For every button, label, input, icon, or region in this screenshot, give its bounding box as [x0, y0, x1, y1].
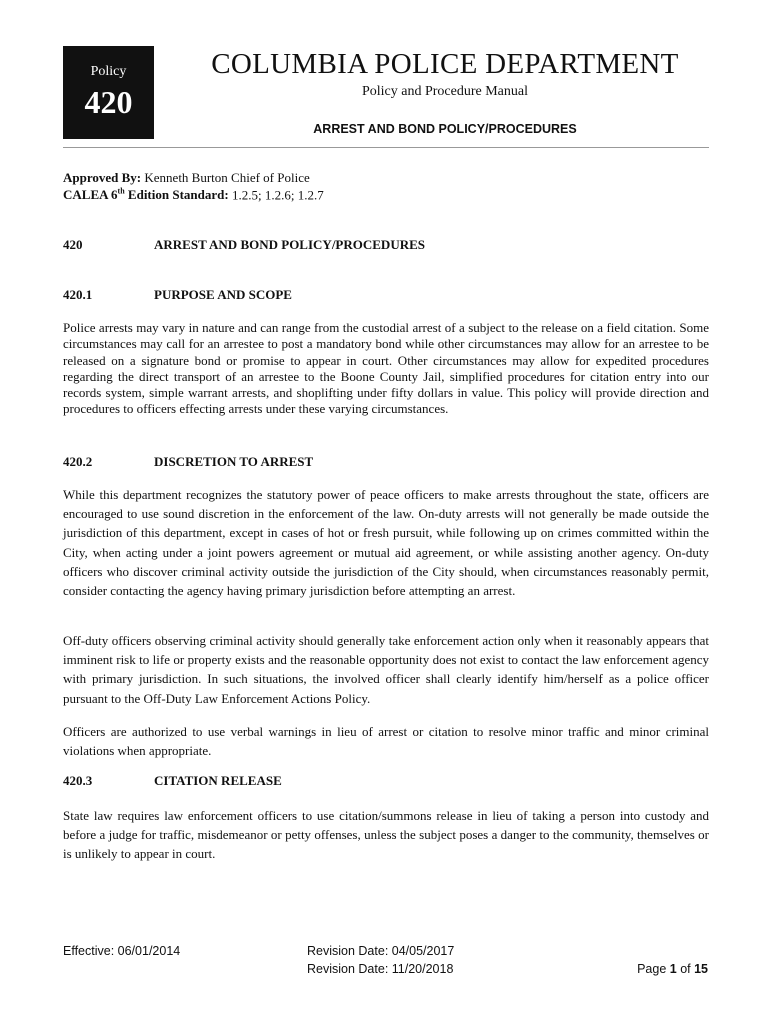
purpose-paragraph: Police arrests may vary in nature and can range from the custodial arrest of a subject to the release on a field citation. Some circumstances may call for an arrestee to post a mandatory bond while other circumstances may allow for an arrestee to be released on a signature bond or promise to appear in court. Other circumstances may allow for expedited procedures regarding the direct transport of an arrestee to the Boone County Jail, simplified procedures for citation entry into our records system, simple warrant arrests, and shoplifting under fifty dollars in value. This policy will provide direction and procedures to officers effecting arrests under these varying circumstances. [63, 320, 709, 417]
section-heading-420-2: 420.2 DISCRETION TO ARREST [63, 454, 314, 469]
revision-date-2: Revision Date: 11/20/2018 [307, 962, 454, 976]
discretion-paragraph-1: While this department recognizes the statutory power of peace officers to make arrests throughout the state, officers are encouraged to use sound discretion in the enforcement of the law. On-duty arrests will not generally be made outside the jurisdiction of this department, except in cases of hot or fresh pursuit, while following up on crimes committed within the City, when acting under a joint powers agreement or mutual aid agreement, or while assisting another agency. On-duty officers who discover criminal activity outside the jurisdiction of the City should, when circumstances reasonably permit, consider contacting the agency having primary jurisdiction before attempting an arrest. [63, 487, 709, 599]
section-heading-420-1: 420.1 PURPOSE AND SCOPE [63, 287, 292, 302]
revision-date-1: Revision Date: 04/05/2017 [307, 944, 455, 958]
manual-subtitle: Policy and Procedure Manual [361, 84, 528, 99]
policy-number: 420 [84, 84, 133, 120]
section-heading-420: 420 ARREST AND BOND POLICY/PROCEDURES [63, 237, 425, 252]
discretion-paragraph-2: Off-duty officers observing criminal activity should generally take enforcement action only when it reasonably appears that imminent risk to life or property exists and the reasonable opportunity does not exist to contact the law enforcement agency with primary jurisdiction. In such situations, the involved officer shall clearly identify him/herself as a police officer pursuant to the Off-Duty Law Enforcement Actions Policy. [63, 633, 709, 706]
citation-paragraph: State law requires law enforcement officers to use citation/summons release in lieu of taking a person into custody and before a judge for traffic, misdemeanor or petty offenses, unless the subject poses a danger to the community, themselves or is unlikely to appear in court. [63, 808, 709, 862]
section-heading-420-3: 420.3 CITATION RELEASE [63, 773, 282, 788]
policy-number-box [63, 46, 154, 139]
approved-by-value: Kenneth Burton Chief of Police [144, 170, 310, 185]
policy-label: Policy [90, 64, 127, 79]
header-divider [63, 147, 709, 148]
effective-date: Effective: 06/01/2014 [63, 944, 181, 958]
page-number: Page 1 of 15 [637, 962, 708, 976]
approved-by-line [63, 170, 310, 186]
calea-value: 1.2.5; 1.2.6; 1.2.7 [231, 187, 324, 203]
department-title: COLUMBIA POLICE DEPARTMENT [211, 48, 679, 80]
calea-label: CALEA 6th Edition Standard: [63, 187, 229, 203]
policy-title: ARREST AND BOND POLICY/PROCEDURES [313, 122, 577, 136]
approved-by-label: Approved By: [63, 170, 142, 185]
calea-line [63, 187, 324, 203]
discretion-paragraph-3: Officers are authorized to use verbal warnings in lieu of arrest or citation to resolve minor traffic and minor criminal violations when appropriate. [63, 724, 709, 759]
